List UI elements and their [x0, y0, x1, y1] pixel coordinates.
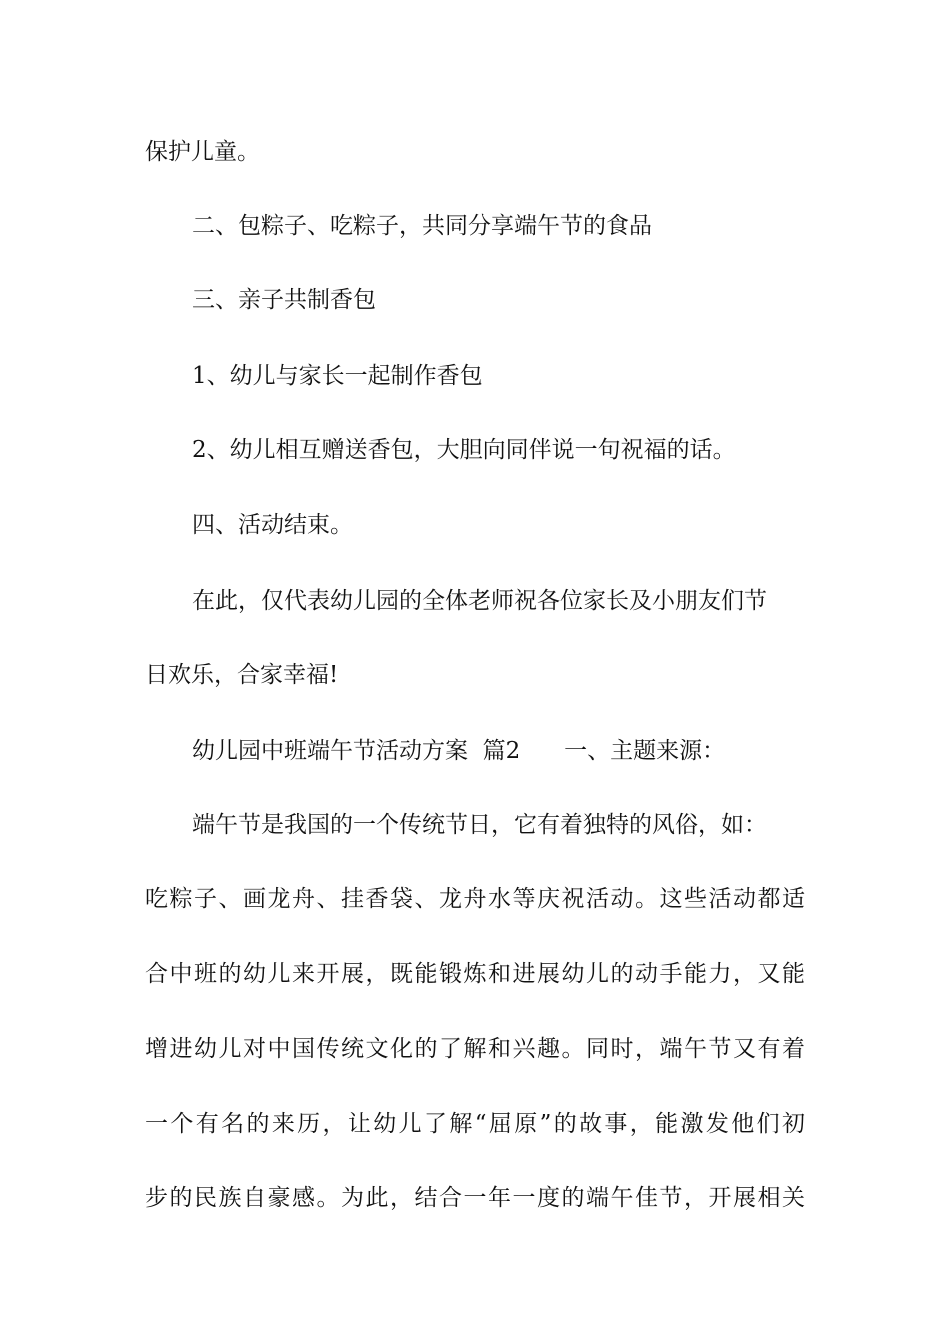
text-line-3: 三、亲子共制香包 [192, 287, 376, 313]
text-line-9: 幼儿园中班端午节活动方案 篇2 一、主题来源： [192, 738, 726, 764]
text-line-15: 步的民族自豪感。为此，结合一年一度的端午佳节，开展相关 [145, 1185, 805, 1211]
text-line-2: 二、包粽子、吃粽子，共同分享端午节的食品 [192, 213, 652, 239]
text-line-14: 一个有名的来历，让幼儿了解“屈原”的故事，能激发他们初 [145, 1111, 805, 1137]
text-line-4: 1、幼儿与家长一起制作香包 [192, 363, 483, 389]
text-line-11: 吃粽子、画龙舟、挂香袋、龙舟水等庆祝活动。这些活动都适 [145, 886, 805, 912]
text-line-7: 在此，仅代表幼儿园的全体老师祝各位家长及小朋友们节 [192, 588, 767, 614]
text-line-5: 2、幼儿相互赠送香包，大胆向同伴说一句祝福的话。 [192, 437, 736, 463]
text-line-10: 端午节是我国的一个传统节日，它有着独特的风俗，如： [192, 812, 767, 838]
text-line-13: 增进幼儿对中国传统文化的了解和兴趣。同时，端午节又有着 [145, 1036, 805, 1062]
text-line-8: 日欢乐，合家幸福! [145, 662, 339, 688]
text-line-1: 保护儿童。 [145, 139, 260, 165]
text-line-6: 四、活动结束。 [192, 512, 353, 538]
text-line-12: 合中班的幼儿来开展，既能锻炼和进展幼儿的动手能力，又能 [145, 961, 805, 987]
